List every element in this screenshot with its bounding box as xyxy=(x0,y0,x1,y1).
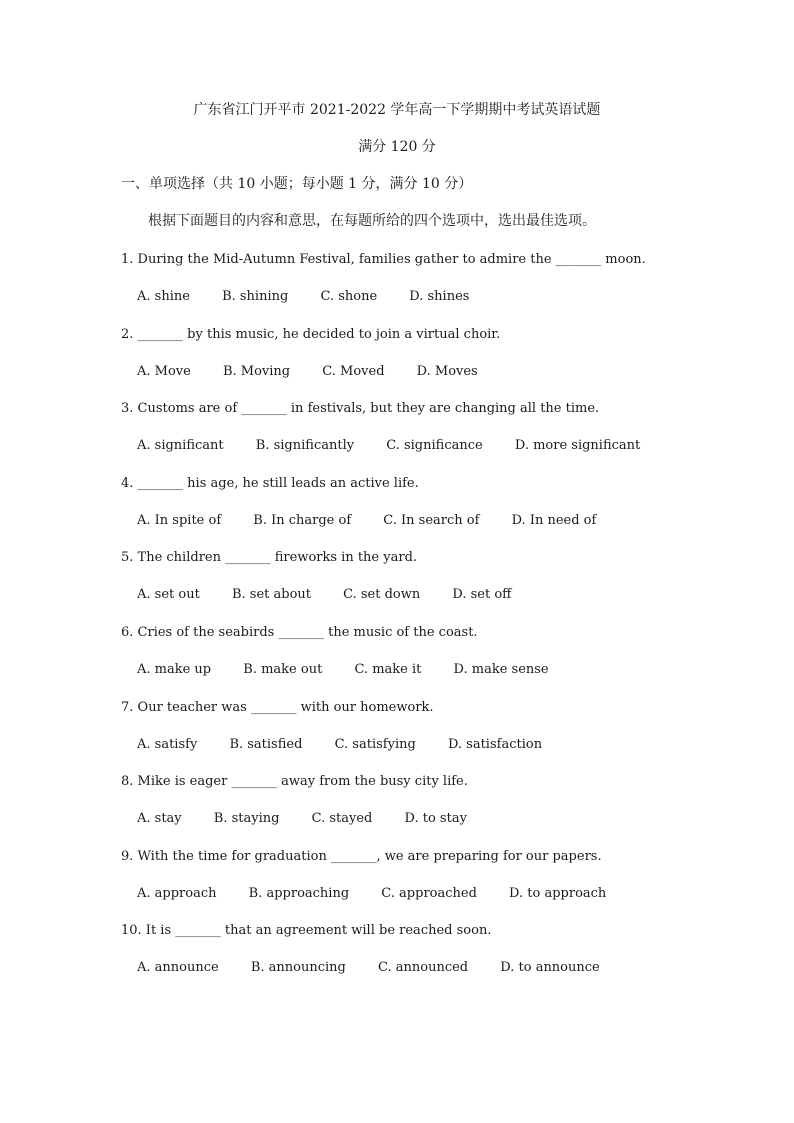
question-item xyxy=(0,698,794,773)
question-options xyxy=(137,884,634,904)
option-a: A. stay xyxy=(137,811,182,827)
option-b: B. satisfied xyxy=(229,736,303,752)
question-item xyxy=(0,399,794,474)
option-d: D. set off xyxy=(452,587,512,603)
option-c: C. make it xyxy=(354,661,422,677)
option-b: B. In charge of xyxy=(253,512,352,528)
question-item xyxy=(0,921,794,996)
option-b: B. significantly xyxy=(255,438,355,454)
question-options xyxy=(137,287,497,307)
question-options xyxy=(137,958,628,978)
option-d: D. shines xyxy=(409,289,470,304)
option-d: D. to stay xyxy=(404,811,467,827)
exam-title: 广东省江门开平市 2021-2022 学年高一下学期期中考试英语试题 xyxy=(193,102,601,118)
question-item xyxy=(0,847,794,922)
question-options xyxy=(137,362,506,382)
option-a: A. make up xyxy=(137,661,212,677)
option-c: C. significance xyxy=(386,438,483,454)
option-a: A. approach xyxy=(137,885,217,901)
option-b: B. staying xyxy=(213,811,280,827)
question-item xyxy=(0,623,794,698)
option-d: D. satisfaction xyxy=(447,736,543,752)
option-c: C. satisfying xyxy=(334,736,416,752)
question-item xyxy=(0,250,794,325)
option-c: C. shone xyxy=(320,289,378,304)
option-d: D. In need of xyxy=(511,512,597,528)
option-b: B. make out xyxy=(243,661,323,677)
option-c: C. set down xyxy=(343,587,421,603)
question-stem: 9. With the time for graduation _______, we are preparing for our papers. xyxy=(121,848,602,864)
option-d: D. make sense xyxy=(453,661,549,677)
option-d: D. to announce xyxy=(500,960,600,976)
option-b: B. announcing xyxy=(250,960,346,976)
option-b: B. Moving xyxy=(222,363,291,379)
question-stem: 5. The children _______ fireworks in the yard. xyxy=(121,550,418,566)
option-c: C. announced xyxy=(378,960,469,976)
question-options xyxy=(137,511,624,531)
option-b: B. approaching xyxy=(248,885,350,901)
question-options xyxy=(137,735,570,755)
question-options xyxy=(137,436,668,456)
option-a: A. shine xyxy=(137,289,190,304)
option-c: C. In search of xyxy=(383,512,480,528)
question-item xyxy=(0,772,794,847)
total-score: 满分 120 分 xyxy=(358,139,436,155)
option-d: D. Moves xyxy=(416,363,478,379)
section-instruction: 根据下面题目的内容和意思，在每题所给的四个选项中，选出最佳选项。 xyxy=(148,213,596,229)
option-a: A. set out xyxy=(137,587,200,603)
question-options xyxy=(137,809,495,829)
question-list xyxy=(0,250,794,996)
question-stem: 7. Our teacher was _______ with our homework. xyxy=(121,699,434,715)
option-a: A. In spite of xyxy=(137,512,222,528)
question-item xyxy=(0,474,794,549)
option-d: D. to approach xyxy=(509,885,607,901)
option-b: B. shining xyxy=(222,289,289,304)
option-a: A. Move xyxy=(137,363,191,379)
question-stem: 8. Mike is eager _______ away from the busy city life. xyxy=(121,774,468,790)
question-stem: 1. During the Mid-Autumn Festival, families gather to admire the _______ moon. xyxy=(121,252,646,267)
option-a: A. significant xyxy=(137,438,224,454)
question-stem: 10. It is _______ that an agreement will be reached soon. xyxy=(121,923,492,939)
question-stem: 3. Customs are of _______ in festivals, but they are changing all the time. xyxy=(121,401,600,417)
option-c: C. stayed xyxy=(311,811,373,827)
option-b: B. set about xyxy=(231,587,311,603)
question-stem: 6. Cries of the seabirds _______ the music of the coast. xyxy=(121,624,478,640)
question-item xyxy=(0,325,794,400)
option-a: A. satisfy xyxy=(137,736,198,752)
question-options xyxy=(137,585,539,605)
question-options xyxy=(137,660,577,680)
option-c: C. Moved xyxy=(322,363,385,379)
question-item xyxy=(0,548,794,623)
question-stem: 2. _______ by this music, he decided to join a virtual choir. xyxy=(121,326,501,342)
option-d: D. more significant xyxy=(514,438,641,454)
option-c: C. approached xyxy=(381,885,477,901)
section-heading: 一、单项选择（共 10 小题；每小题 1 分，满分 10 分） xyxy=(121,176,473,192)
question-stem: 4. _______ his age, he still leads an active life. xyxy=(121,475,419,491)
option-a: A. announce xyxy=(137,960,219,976)
